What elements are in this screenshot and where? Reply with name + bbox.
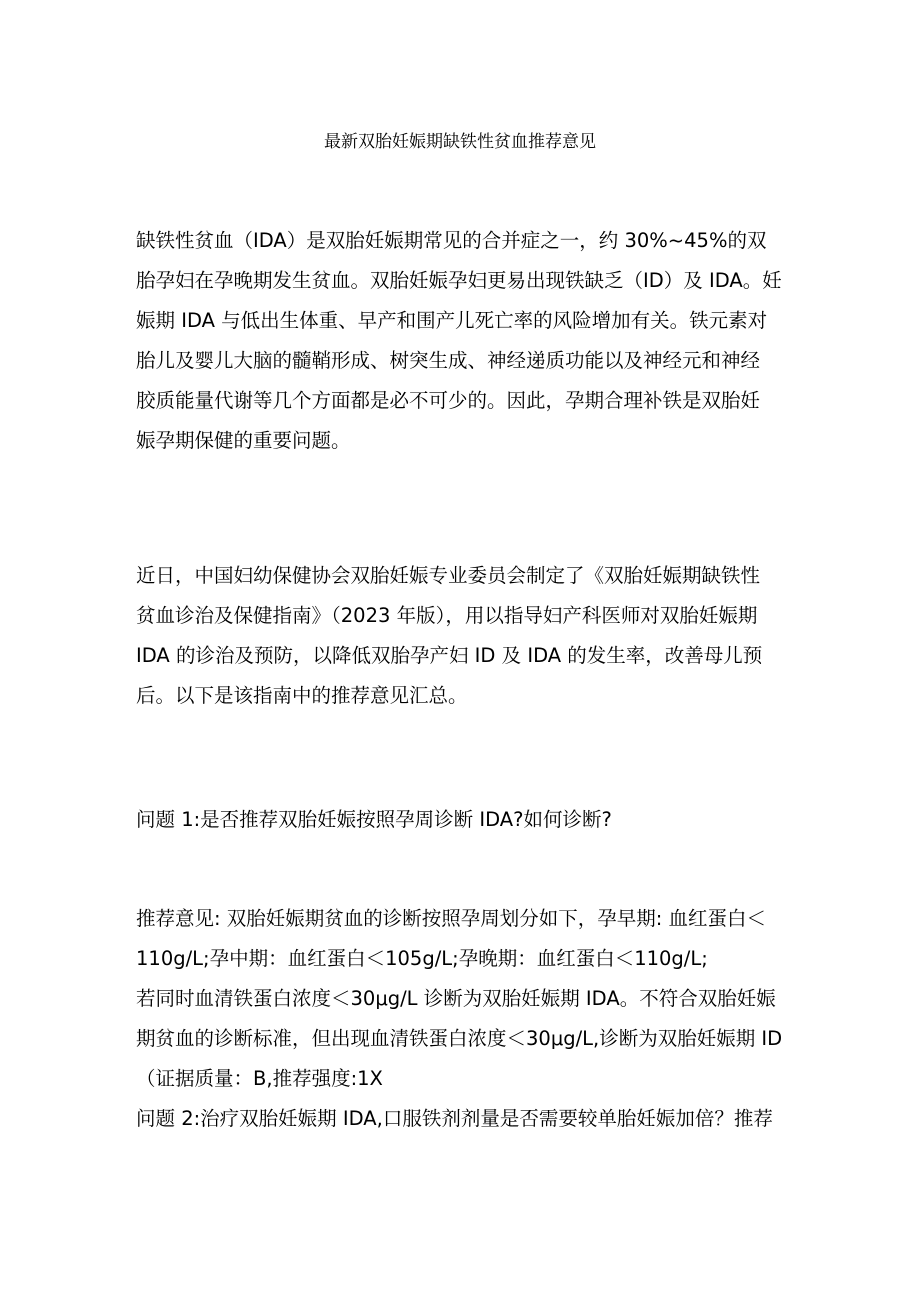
paragraph-recommendation-1 xyxy=(136,899,788,1139)
text-line: 缺铁性贫血（IDA）是双胎妊娠期常见的合并症之一，约 30%~45%的双 xyxy=(136,229,767,252)
paragraph-question-1 xyxy=(136,800,788,840)
text-line: 推荐意见: 双胎妊娠期贫血的诊断按照孕周划分如下，孕早期: 血红蛋白＜ xyxy=(136,907,767,930)
text-line: 若同时血清铁蛋白浓度＜30μg/L 诊断为双胎妊娠期 IDA。不符合双胎妊娠 xyxy=(136,987,776,1010)
document-title: 最新双胎妊娠期缺铁性贫血推荐意见 xyxy=(324,132,596,152)
text-line: 问题 1:是否推荐双胎妊娠按照孕周诊断 IDA?如何诊断? xyxy=(136,808,612,831)
text-line: 后。以下是该指南中的推荐意见汇总。 xyxy=(136,684,468,707)
text-line: 110g/L;孕中期：血红蛋白＜105g/L;孕晚期：血红蛋白＜110g/L; xyxy=(136,947,708,970)
text-line: IDA 的诊治及预防，以降低双胎孕产妇 ID 及 IDA 的发生率，改善母儿预 xyxy=(136,644,763,667)
text-line: 近日，中国妇幼保健协会双胎妊娠专业委员会制定了《双胎妊娠期缺铁性 xyxy=(136,564,761,587)
text-line: 问题 2:治疗双胎妊娠期 IDA,口服铁剂剂量是否需要较单胎妊娠加倍？推荐 xyxy=(136,1107,773,1130)
text-line: 胎儿及婴儿大脑的髓鞘形成、树突生成、神经递质功能以及神经元和神经 xyxy=(136,349,761,372)
text-line: 胶质能量代谢等几个方面都是必不可少的。因此，孕期合理补铁是双胎妊 xyxy=(136,389,761,412)
text-line: 贫血诊治及保健指南》（2023 年版），用以指导妇产科医师对双胎妊娠期 xyxy=(136,604,758,627)
paragraph-intro xyxy=(136,221,788,461)
text-line: 娠孕期保健的重要问题。 xyxy=(136,429,351,452)
text-line: 娠期 IDA 与低出生体重、早产和围产儿死亡率的风险增加有关。铁元素对 xyxy=(136,309,768,332)
paragraph-guideline xyxy=(136,556,788,716)
text-line: （证据质量：B,推荐强度:1X xyxy=(136,1067,383,1090)
text-line: 胎孕妇在孕晚期发生贫血。双胎妊娠孕妇更易出现铁缺乏（ID）及 IDA。妊 xyxy=(136,269,782,292)
text-line: 期贫血的诊断标准，但出现血清铁蛋白浓度＜30μg/L,诊断为双胎妊娠期 ID xyxy=(136,1027,783,1050)
